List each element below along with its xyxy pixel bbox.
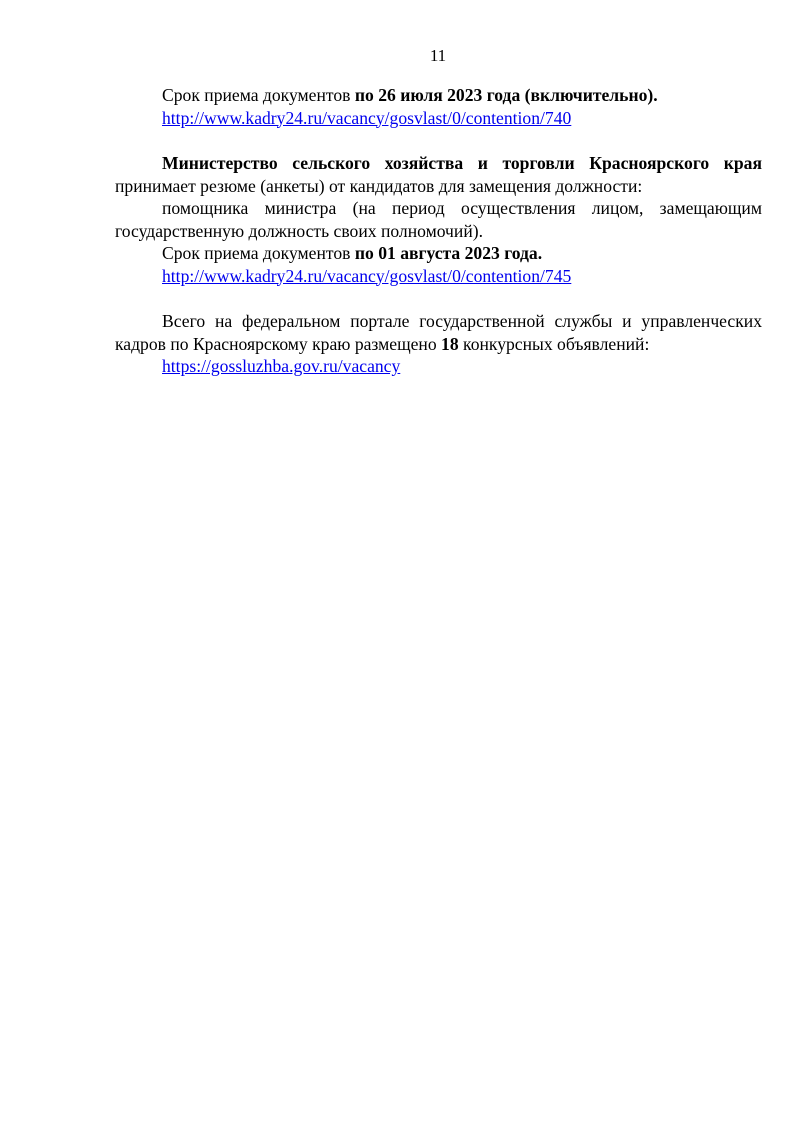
spacer [115,129,762,152]
summary-text: Всего на федеральном портале государственной службы и управленческих кадров по Красноярскому краю размещено [115,311,762,354]
org-heading [115,152,762,175]
deadline-paragraph-2 [115,242,762,265]
deadline-date: по 01 августа 2023 года. [354,243,543,263]
document-body [115,84,762,378]
summary-text-end: конкурсных объявлений: [458,333,650,354]
deadline-text: Срок приема документов [162,243,355,263]
gossluzhba-link[interactable]: https://gossluzhba.gov.ru/vacancy [162,356,401,376]
link-paragraph-1 [115,107,762,130]
spacer [115,287,762,310]
vacancy-link-745[interactable]: http://www.kadry24.ru/vacancy/gosvlast/0/contention/745 [162,265,572,286]
link-paragraph-3 [115,355,762,378]
position-paragraph: помощника министра (на период осуществления лицом, замещающим государственную должность своих полномочий). [115,198,762,241]
vacancy-link-740[interactable]: http://www.kadry24.ru/vacancy/gosvlast/0/contention/740 [162,107,572,128]
deadline-paragraph-1 [115,84,762,107]
summary-paragraph [115,310,762,355]
deadline-text: Срок приема документов [162,85,355,105]
intro-paragraph: принимает резюме (анкеты) от кандидатов для замещения должности: [115,175,643,196]
page-number: 11 [429,46,447,65]
org-name: Министерство сельского хозяйства и торговли Красноярского края [162,153,762,173]
link-paragraph-2 [115,265,762,288]
deadline-date: по 26 июля 2023 года (включительно). [354,85,658,105]
vacancy-count: 18 [441,333,459,354]
